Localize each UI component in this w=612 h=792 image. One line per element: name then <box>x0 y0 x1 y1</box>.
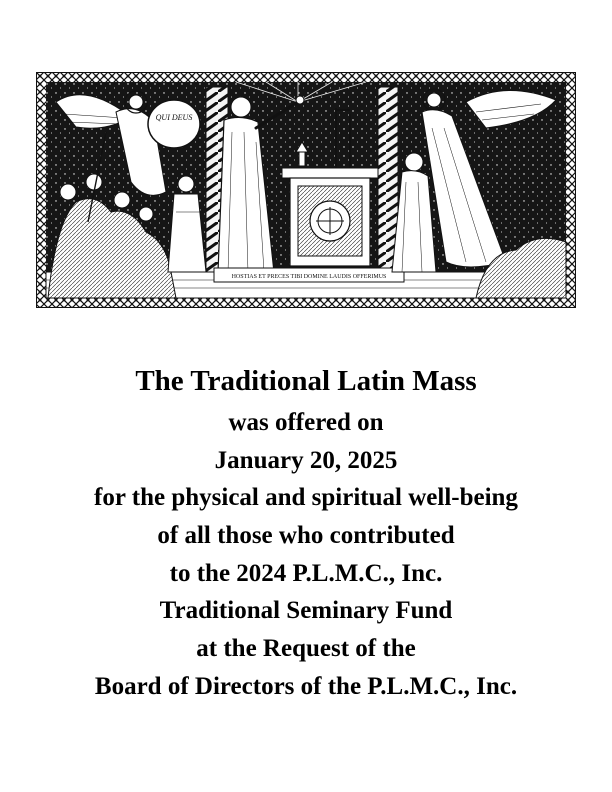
dedication-message <box>0 358 612 706</box>
altar-banner-text: HOSTIAS ET PRECES TIBI DOMINE LAUDIS OFFERIMUS <box>231 274 387 280</box>
engraving-mass-at-altar-icon <box>36 72 576 308</box>
message-line: Traditional Seminary Fund <box>159 597 453 625</box>
message-line: was offered on <box>228 409 384 436</box>
mass-engraving <box>36 72 576 308</box>
scroll-medallion <box>148 100 200 148</box>
message-line: at the Request of the <box>196 635 416 663</box>
headline: The Traditional Latin Mass <box>135 365 477 397</box>
scroll-text: QUI DEUS <box>155 113 193 122</box>
message-line: of all those who contributed <box>157 522 455 550</box>
message-line: Board of Directors of the P.L.M.C., Inc. <box>94 672 518 700</box>
message-line: January 20, 2025 <box>214 446 398 474</box>
message-line: for the physical and spiritual well-being <box>94 484 518 512</box>
altar-banner <box>214 268 404 282</box>
message-line: to the 2024 P.L.M.C., Inc. <box>169 559 443 587</box>
